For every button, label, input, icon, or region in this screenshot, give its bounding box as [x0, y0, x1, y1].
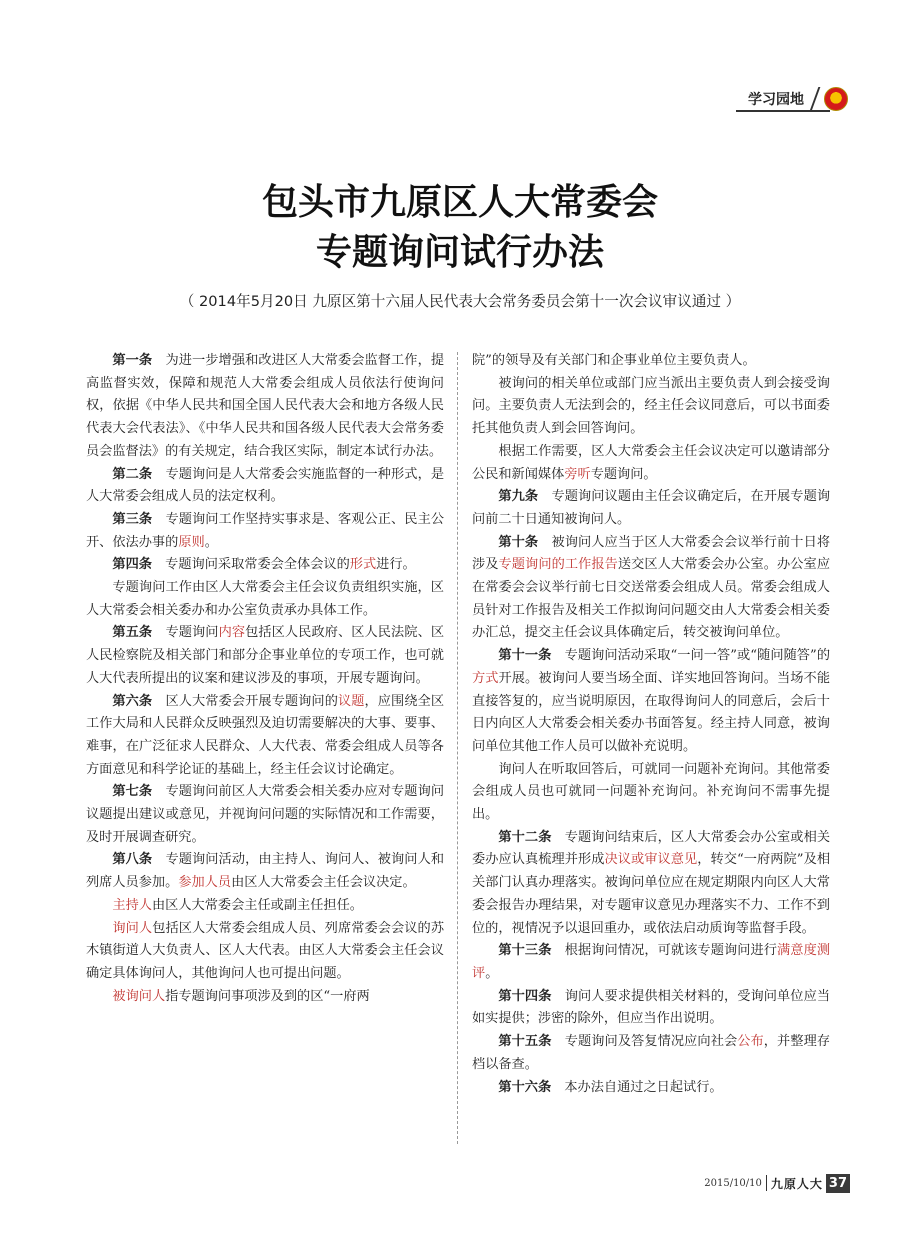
column-divider: [457, 352, 458, 1144]
footer-divider: [766, 1175, 767, 1191]
article-9: 第九条 专题询问议题由主任会议确定后，在开展专题询问前二十日通知被询问人。: [472, 489, 831, 527]
article-11-para-2: 询问人在听取回答后，可就同一问题补充询问。其他常委会组成人员也可就同一问题补充询问。补充询问不需事先提出。: [472, 761, 830, 823]
article-8-host: 主持人由区人大常委会主任或副主任担任。: [112, 897, 363, 913]
title-line-2: 专题询问试行办法: [315, 232, 604, 273]
article-12: 第十二条 专题询问结束后，区人大常委会办公室或相关委办应认真梳理并形成决议或审议意见，转交“一府两院”及相关部门认真办理落实。被询问单位应在规定期限内向区人大常委会报告办理结果，对专题审议意见办理落实不力、工作不到位的，视情况予以退回重办，或依法启动质询等监督手段。: [472, 829, 831, 936]
article-8-respondent: 被询问人指专题询问事项涉及到的区“一府两: [112, 988, 370, 1004]
issue-date: 2015/10/10: [704, 1177, 762, 1189]
article-14: 第十四条 询问人要求提供相关材料的，受询问单位应当如实提供；涉密的除外，但应当作出说明。: [472, 988, 831, 1027]
article-1: 第一条 为进一步增强和改进区人大常委会监督工作，提高监督实效，保障和规范人大常委会组成人员依法行使询问权，依据《中华人民共和国全国人民代表大会和地方各级人民代表大会代表法》、《中华人民共和国各级人民代表大会常务委员会监督法》的有关规定，结合我区实际，制定本试行办法。: [86, 353, 445, 459]
article-3: 第三条 专题询问工作坚持实事求是、客观公正、民主公开、依法办事的原则。: [86, 511, 445, 550]
article-7: 第七条 专题询问前区人大常委会相关委办应对专题询问议题提出建议或意见，并视询问问题的实际情况和工作需要，及时开展调查研究。: [86, 784, 445, 845]
section-label: 学习园地: [748, 92, 804, 108]
national-emblem-icon: [824, 87, 848, 111]
article-2: 第二条 专题询问是人大常委会实施监督的一种形式，是人大常委会组成人员的法定权利。: [86, 466, 445, 505]
magazine-name: 九原人大: [770, 1176, 823, 1191]
section-header: [748, 86, 848, 112]
document-title: [0, 178, 920, 278]
right-column: [472, 350, 830, 1099]
article-16: 第十六条 本办法自通过之日起试行。: [498, 1079, 723, 1095]
article-8-audit: 根据工作需要，区人大常委会主任会议决定可以邀请部分公民和新闻媒体旁听专题询问。: [472, 443, 830, 482]
article-10: 第十条 被询问人应当于区人大常委会会议举行前十日将涉及专题询问的工作报告送交区人大常委会办公室。办公室应在常委会会议举行前七日交送常委会组成人员。常委会组成人员针对工作报告及相关工作拟询问问题交由人大常委会相关委办汇总，提交主任会议具体确定后，转交被询问单位。: [472, 534, 831, 641]
article-4: 第四条 专题询问采取常委会全体会议的形式进行。: [112, 557, 416, 573]
title-line-1: 包头市九原区人大常委会: [261, 182, 658, 223]
header-slash: [810, 87, 821, 111]
document-subtitle: （ 2014年5月20日 九原区第十六届人民代表大会常务委员会第十一次会议审议通过 ）: [179, 293, 741, 310]
page-footer: [704, 1172, 850, 1194]
article-8: 第八条 专题询问活动，由主持人、询问人、被询问人和列席人员参加。参加人员由区人大常委会主任会议决定。: [86, 852, 445, 891]
article-8-respondent-cont: 院”的领导及有关部门和企事业单位主要负责人。: [472, 353, 756, 368]
article-15: 第十五条 专题询问及答复情况应向社会公布，并整理存档以备查。: [472, 1034, 831, 1072]
article-6: 第六条 区人大常委会开展专题询问的议题，应围绕全区工作大局和人民群众反映强烈及迫切需要解决的大事、要事、难事，在广泛征求人民群众、人大代表、常委会组成人员等各方面意见和科学论证的基础上，经主任会议讨论确定。: [86, 693, 445, 777]
article-5: 第五条 专题询问内容包括区人民政府、区人民法院、区人民检察院及相关部门和部分企事业单位的专项工作，也可就人大代表所提出的议案和建议涉及的事项，开展专题询问。: [86, 625, 445, 686]
article-13: 第十三条 根据询问情况，可就该专题询问进行满意度测评。: [472, 943, 831, 981]
article-8-attendance: 被询问的相关单位或部门应当派出主要负责人到会接受询问。主要负责人无法到会的，经主任会议同意后，可以书面委托其他负责人到会回答询问。: [472, 375, 830, 437]
article-11: 第十一条 专题询问活动采取“一问一答”或“随问随答”的方式开展。被询问人要当场全面、详实地回答询问。当场不能直接答复的，应当说明原因，在取得询问人的同意后，会后十日内向区人大常委会相关委办书面答复。经主持人同意，被询问单位其他工作人员可以做补充说明。: [472, 648, 831, 754]
left-column: [86, 350, 444, 1008]
article-4-para-2: 专题询问工作由区人大常委会主任会议负责组织实施，区人大常委会相关委办和办公室负责承办具体工作。: [86, 580, 444, 618]
header-rule: [736, 110, 830, 112]
article-8-questioner: 询问人包括区人大常委会组成人员、列席常委会会议的苏木镇街道人大负责人、区人大代表。由区人大常委会主任会议确定具体询问人，其他询问人也可提出问题。: [86, 920, 445, 981]
page-number: 37: [826, 1174, 850, 1193]
